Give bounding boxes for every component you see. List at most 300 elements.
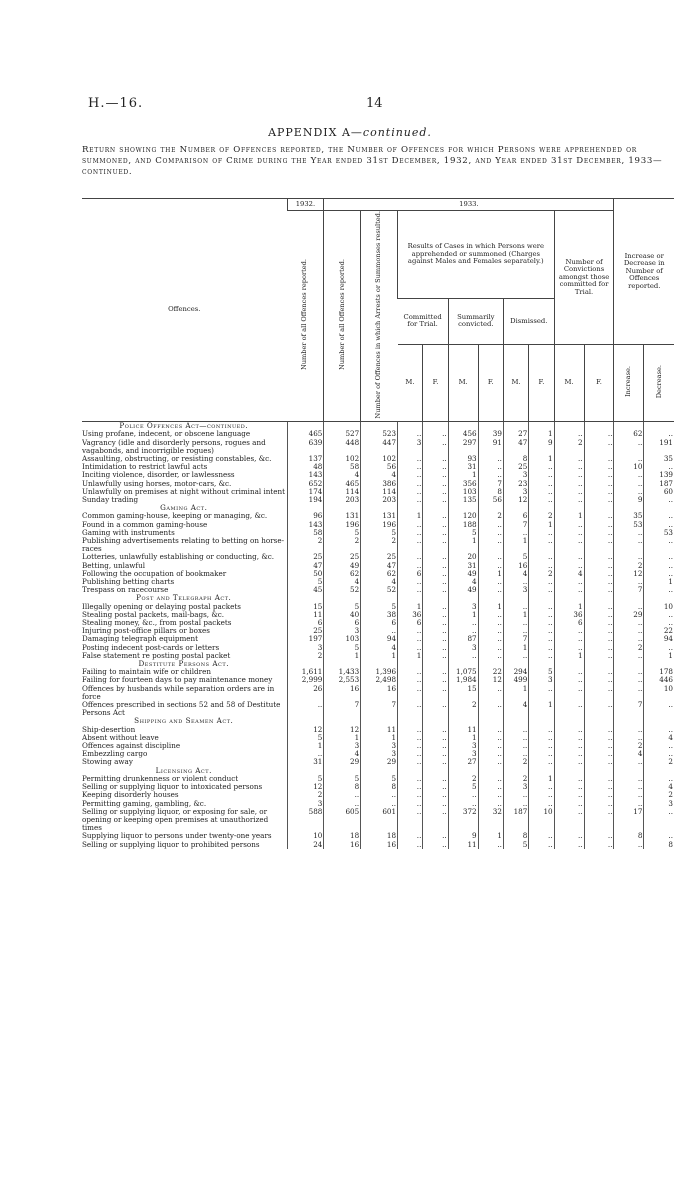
table-cell: 25: [287, 553, 324, 561]
table-cell: 3: [448, 603, 478, 611]
table-cell: 49: [448, 586, 478, 594]
table-cell: ..: [478, 775, 503, 783]
table-cell: ..: [423, 480, 448, 488]
table-cell: 1: [324, 734, 361, 742]
table-cell: ..: [423, 430, 448, 438]
table-cell: 523: [361, 430, 398, 438]
table-cell: ..: [614, 471, 644, 479]
table-cell: 4: [503, 570, 528, 578]
table-cell: 499: [503, 676, 528, 684]
table-cell: 9: [529, 439, 554, 455]
table-cell: 9: [448, 832, 478, 840]
table-cell: 96: [287, 512, 324, 520]
table-cell: 4: [324, 750, 361, 758]
table-cell: 3: [448, 742, 478, 750]
table-cell: 31: [287, 758, 324, 766]
table-cell: ..: [478, 455, 503, 463]
table-cell: ..: [529, 726, 554, 734]
table-cell: ..: [584, 586, 614, 594]
empty-cell: [584, 594, 614, 602]
offence-name: Unlawfully using horses, motor-cars, &c.: [82, 479, 232, 488]
table-row: [82, 758, 674, 766]
table-cell: 2: [614, 562, 644, 570]
table-cell: ..: [554, 685, 584, 701]
table-cell: 56: [478, 496, 503, 504]
table-cell: 1: [324, 652, 361, 660]
table-cell: ..: [529, 553, 554, 561]
table-cell: 2: [503, 758, 528, 766]
empty-cell: [287, 504, 324, 512]
table-row: [82, 726, 674, 734]
table-cell: 297: [448, 439, 478, 455]
table-cell: ..: [614, 668, 644, 676]
empty-cell: [361, 717, 398, 725]
empty-cell: [614, 422, 644, 431]
table-cell: ..: [584, 808, 614, 833]
table-cell: 7: [361, 701, 398, 717]
table-row: [82, 603, 674, 611]
empty-cell: [554, 594, 584, 602]
table-cell: ..: [478, 841, 503, 849]
table-cell: ..: [529, 635, 554, 643]
table-cell: 11: [361, 726, 398, 734]
offence-name: Assaulting, obstructing, or resisting constables, &c.: [82, 454, 272, 463]
table-cell: ..: [644, 775, 674, 783]
table-cell: ..: [448, 627, 478, 635]
table-cell: ..: [448, 800, 478, 808]
table-cell: ..: [614, 529, 644, 537]
offence-name: Ship-desertion: [82, 725, 136, 734]
table-cell: ..: [584, 480, 614, 488]
empty-cell: [529, 767, 554, 775]
table-cell: ..: [448, 791, 478, 799]
section-title: Police Offences Act—continued.: [119, 421, 249, 431]
offence-name: Selling or supplying liquor, or exposing for sale, or opening or keeping open premises at unauthorized times: [82, 807, 269, 833]
table-cell: ..: [614, 758, 644, 766]
table-cell: ..: [423, 471, 448, 479]
offence-name: Keeping disorderly houses: [82, 791, 179, 800]
table-cell: ..: [614, 578, 644, 586]
page-number: 14: [366, 96, 383, 111]
table-cell: ..: [529, 611, 554, 619]
table-cell: ..: [614, 635, 644, 643]
table-row: [82, 832, 674, 840]
table-cell: 8: [324, 783, 361, 791]
table-row: [82, 701, 674, 717]
table-cell: 102: [361, 455, 398, 463]
table-cell: 1: [448, 611, 478, 619]
table-cell: 1: [554, 652, 584, 660]
empty-cell: [529, 660, 554, 668]
table-cell: ..: [423, 726, 448, 734]
table-cell: 1,075: [448, 668, 478, 676]
table-cell: ..: [503, 652, 528, 660]
table-cell: 1: [361, 734, 398, 742]
table-cell: 1: [503, 537, 528, 553]
table-cell: 60: [644, 488, 674, 496]
table-cell: 3: [287, 800, 324, 808]
table-cell: 1,396: [361, 668, 398, 676]
empty-cell: [614, 767, 644, 775]
table-cell: 62: [324, 570, 361, 578]
table-cell: ..: [584, 644, 614, 652]
table-cell: ..: [584, 439, 614, 455]
empty-cell: [448, 594, 478, 602]
table-cell: ..: [478, 734, 503, 742]
table-cell: 1: [554, 603, 584, 611]
table-cell: ..: [529, 652, 554, 660]
table-cell: ..: [644, 430, 674, 438]
table-cell: 7: [324, 701, 361, 717]
table-cell: ..: [554, 832, 584, 840]
table-row: [82, 685, 674, 701]
table-cell: 103: [324, 635, 361, 643]
table-cell: ..: [423, 496, 448, 504]
empty-cell: [503, 422, 528, 431]
offence-name: Offences by husbands while separation orders are in force: [82, 684, 275, 701]
table-row: [82, 635, 674, 643]
table-cell: ..: [423, 603, 448, 611]
table-cell: 12: [503, 496, 528, 504]
table-cell: ..: [287, 750, 324, 758]
table-row: [82, 627, 674, 635]
table-row: [82, 455, 674, 463]
empty-cell: [423, 717, 448, 725]
table-cell: 6: [324, 619, 361, 627]
table-cell: ..: [398, 430, 423, 438]
table-cell: 1: [644, 652, 674, 660]
table-cell: ..: [478, 611, 503, 619]
table-cell: 27: [503, 430, 528, 438]
empty-cell: [584, 422, 614, 431]
offence-name: Stealing money, &c., from postal packets: [82, 619, 232, 628]
empty-cell: [287, 594, 324, 602]
table-row: [82, 734, 674, 742]
table-cell: ..: [398, 832, 423, 840]
section-heading-row: [82, 717, 674, 725]
table-cell: 372: [448, 808, 478, 833]
table-cell: 47: [287, 562, 324, 570]
table-cell: ..: [554, 488, 584, 496]
table-row: [82, 553, 674, 561]
table-cell: 5: [324, 603, 361, 611]
table-cell: 58: [287, 529, 324, 537]
table-cell: 10: [287, 832, 324, 840]
empty-cell: [503, 660, 528, 668]
table-cell: 2: [644, 758, 674, 766]
empty-cell: [478, 594, 503, 602]
empty-cell: [503, 717, 528, 725]
table-cell: 2: [324, 537, 361, 553]
table-cell: ..: [423, 529, 448, 537]
offence-name: Intimidation to restrict lawful acts: [82, 463, 208, 472]
table-cell: ..: [478, 463, 503, 471]
table-cell: ..: [503, 619, 528, 627]
table-cell: ..: [614, 800, 644, 808]
table-cell: 12: [287, 726, 324, 734]
table-cell: ..: [614, 603, 644, 611]
table-cell: 31: [448, 463, 478, 471]
empty-cell: [584, 660, 614, 668]
table-cell: ..: [478, 627, 503, 635]
table-cell: ..: [644, 832, 674, 840]
empty-cell: [361, 767, 398, 775]
table-row: [82, 471, 674, 479]
table-cell: ..: [529, 562, 554, 570]
table-cell: ..: [478, 635, 503, 643]
table-cell: ..: [644, 562, 674, 570]
table-cell: ..: [584, 726, 614, 734]
table-cell: 194: [287, 496, 324, 504]
table-cell: ..: [584, 635, 614, 643]
table-cell: ..: [478, 553, 503, 561]
table-cell: ..: [584, 750, 614, 758]
empty-cell: [448, 767, 478, 775]
table-cell: 191: [644, 439, 674, 455]
offence-name: Posting indecent post-cards or letters: [82, 643, 220, 652]
empty-cell: [423, 660, 448, 668]
table-cell: ..: [478, 652, 503, 660]
table-cell: 294: [503, 668, 528, 676]
table-cell: 4: [644, 783, 674, 791]
section-heading-row: [82, 422, 674, 431]
table-cell: ..: [423, 783, 448, 791]
table-cell: ..: [584, 758, 614, 766]
table-cell: 6: [503, 512, 528, 520]
empty-cell: [423, 504, 448, 512]
section-heading-row: [82, 594, 674, 602]
table-cell: 39: [478, 430, 503, 438]
table-cell: 62: [361, 570, 398, 578]
table-cell: 6: [398, 570, 423, 578]
table-cell: 1,611: [287, 668, 324, 676]
table-cell: ..: [398, 553, 423, 561]
table-cell: ..: [478, 586, 503, 594]
table-cell: ..: [644, 701, 674, 717]
increase-decrease-header: Increase or Decrease in Number of Offences reported.: [614, 199, 674, 345]
table-row: [82, 480, 674, 488]
table-cell: ..: [554, 471, 584, 479]
table-cell: ..: [554, 701, 584, 717]
table-cell: ..: [448, 619, 478, 627]
table-cell: ..: [529, 627, 554, 635]
offence-name: Absent without leave: [82, 733, 159, 742]
empty-cell: [361, 660, 398, 668]
table-cell: ..: [398, 578, 423, 586]
table-cell: 114: [324, 488, 361, 496]
table-cell: 12: [478, 676, 503, 684]
table-cell: ..: [423, 586, 448, 594]
table-cell: ..: [478, 537, 503, 553]
table-cell: ..: [478, 783, 503, 791]
appendix-title: [0, 126, 700, 139]
table-cell: 652: [287, 480, 324, 488]
offence-name: Offences against discipline: [82, 742, 181, 751]
empty-cell: [644, 504, 674, 512]
table-cell: ..: [398, 635, 423, 643]
empty-cell: [324, 660, 361, 668]
empty-cell: [644, 594, 674, 602]
table-cell: ..: [529, 791, 554, 799]
table-cell: ..: [554, 808, 584, 833]
offence-name: Stealing postal packets, mail-bags, &c.: [82, 610, 225, 619]
table-cell: 2,553: [324, 676, 361, 684]
table-cell: 12: [324, 726, 361, 734]
empty-cell: [554, 660, 584, 668]
table-cell: 32: [478, 808, 503, 833]
table-cell: 527: [324, 430, 361, 438]
table-row: [82, 644, 674, 652]
results-header: Results of Cases in which Persons were apprehended or summoned (Charges against Males and Females separately.): [398, 211, 555, 299]
table-row: [82, 676, 674, 684]
table-cell: 2: [644, 791, 674, 799]
table-cell: ..: [614, 537, 644, 553]
table-cell: 2: [287, 652, 324, 660]
offences-table: [82, 198, 674, 849]
table-cell: ..: [554, 635, 584, 643]
offence-name: Betting, unlawful: [82, 561, 145, 570]
table-cell: ..: [644, 496, 674, 504]
empty-cell: [448, 422, 478, 431]
table-cell: ..: [478, 726, 503, 734]
offence-name: Publishing advertisements relating to betting on horse-races: [82, 537, 285, 554]
table-cell: ..: [398, 726, 423, 734]
table-cell: ..: [529, 758, 554, 766]
table-cell: ..: [423, 463, 448, 471]
empty-cell: [478, 767, 503, 775]
empty-cell: [503, 504, 528, 512]
decrease-header: Decrease.: [644, 345, 674, 422]
table-cell: ..: [554, 791, 584, 799]
empty-cell: [448, 660, 478, 668]
table-cell: 2: [614, 644, 644, 652]
table-cell: 188: [448, 521, 478, 529]
year-1932-header: 1932.: [287, 199, 324, 211]
table-cell: ..: [554, 562, 584, 570]
table-cell: ..: [478, 529, 503, 537]
table-cell: 4: [448, 578, 478, 586]
table-cell: ..: [584, 488, 614, 496]
table-row: [82, 521, 674, 529]
table-cell: 5: [503, 841, 528, 849]
table-cell: ..: [398, 455, 423, 463]
table-cell: ..: [584, 512, 614, 520]
table-cell: 25: [503, 463, 528, 471]
offence-name: Permitting gaming, gambling, &c.: [82, 799, 207, 808]
empty-cell: [287, 717, 324, 725]
table-cell: ..: [584, 570, 614, 578]
table-row: [82, 791, 674, 799]
table-cell: ..: [398, 775, 423, 783]
table-cell: 5: [361, 529, 398, 537]
table-cell: ..: [398, 471, 423, 479]
table-cell: ..: [423, 750, 448, 758]
table-cell: ..: [529, 537, 554, 553]
table-cell: 18: [324, 832, 361, 840]
table-cell: ..: [398, 668, 423, 676]
offence-name: Stowing away: [82, 758, 133, 767]
offence-name: Common gaming-house, keeping or managing, &c.: [82, 512, 268, 521]
table-cell: 3: [398, 439, 423, 455]
table-cell: ..: [529, 734, 554, 742]
table-cell: 356: [448, 480, 478, 488]
table-row: [82, 512, 674, 520]
table-cell: ..: [554, 841, 584, 849]
dismissed-f: F.: [529, 345, 554, 422]
table-row: [82, 800, 674, 808]
table-cell: ..: [644, 512, 674, 520]
table-cell: 187: [644, 480, 674, 488]
table-cell: 139: [644, 471, 674, 479]
table-cell: 1,433: [324, 668, 361, 676]
table-cell: 3: [448, 644, 478, 652]
table-cell: ..: [423, 758, 448, 766]
table-cell: ..: [554, 529, 584, 537]
table-cell: ..: [554, 758, 584, 766]
table-cell: ..: [584, 553, 614, 561]
table-cell: 3: [324, 742, 361, 750]
table-cell: 3: [503, 586, 528, 594]
empty-cell: [503, 594, 528, 602]
table-cell: 137: [287, 455, 324, 463]
empty-cell: [554, 422, 584, 431]
table-cell: ..: [584, 800, 614, 808]
table-cell: ..: [584, 603, 614, 611]
offence-name: Supplying liquor to persons under twenty-one years: [82, 832, 272, 841]
table-cell: 1: [478, 570, 503, 578]
table-row: [82, 463, 674, 471]
table-cell: ..: [503, 603, 528, 611]
empty-cell: [324, 717, 361, 725]
table-cell: ..: [529, 832, 554, 840]
offence-name: Selling or supplying liquor to intoxicated persons: [82, 783, 263, 792]
offence-name: Publishing betting charts: [82, 578, 175, 587]
caption-text: Return showing the Number of Offences reported, the Number of Offences for which Persons were apprehended or summoned, and Comparison of Crime during the Year ended 31st December, 1932, and Year ended 31st December, 1933—continued.: [82, 145, 663, 177]
table-cell: 91: [478, 439, 503, 455]
table-row: [82, 496, 674, 504]
table-cell: 6: [287, 619, 324, 627]
table-cell: 1: [448, 471, 478, 479]
table-cell: ..: [478, 578, 503, 586]
table-cell: ..: [423, 742, 448, 750]
table-cell: ..: [614, 627, 644, 635]
table-cell: 94: [644, 635, 674, 643]
table-cell: ..: [614, 439, 644, 455]
table-cell: ..: [554, 430, 584, 438]
table-cell: 53: [644, 529, 674, 537]
arrests-header: Number of Offences in which Arrests or Summonses resulted.: [361, 211, 398, 422]
table-cell: ..: [614, 619, 644, 627]
table-cell: ..: [584, 742, 614, 750]
table-cell: ..: [423, 562, 448, 570]
offence-name: Damaging telegraph equipment: [82, 635, 199, 644]
table-cell: ..: [529, 496, 554, 504]
table-cell: ..: [398, 529, 423, 537]
section-title: Licensing Act.: [155, 766, 212, 775]
year-1933-header: 1933.: [324, 199, 614, 211]
table-cell: 1: [361, 652, 398, 660]
table-cell: ..: [478, 701, 503, 717]
table-cell: 135: [448, 496, 478, 504]
table-cell: 4: [361, 471, 398, 479]
table-cell: 18: [361, 832, 398, 840]
table-cell: 6: [554, 619, 584, 627]
table-cell: 187: [503, 808, 528, 833]
table-cell: 25: [361, 553, 398, 561]
offences-header: Offences.: [82, 199, 287, 422]
table-cell: ..: [554, 496, 584, 504]
empty-cell: [554, 504, 584, 512]
